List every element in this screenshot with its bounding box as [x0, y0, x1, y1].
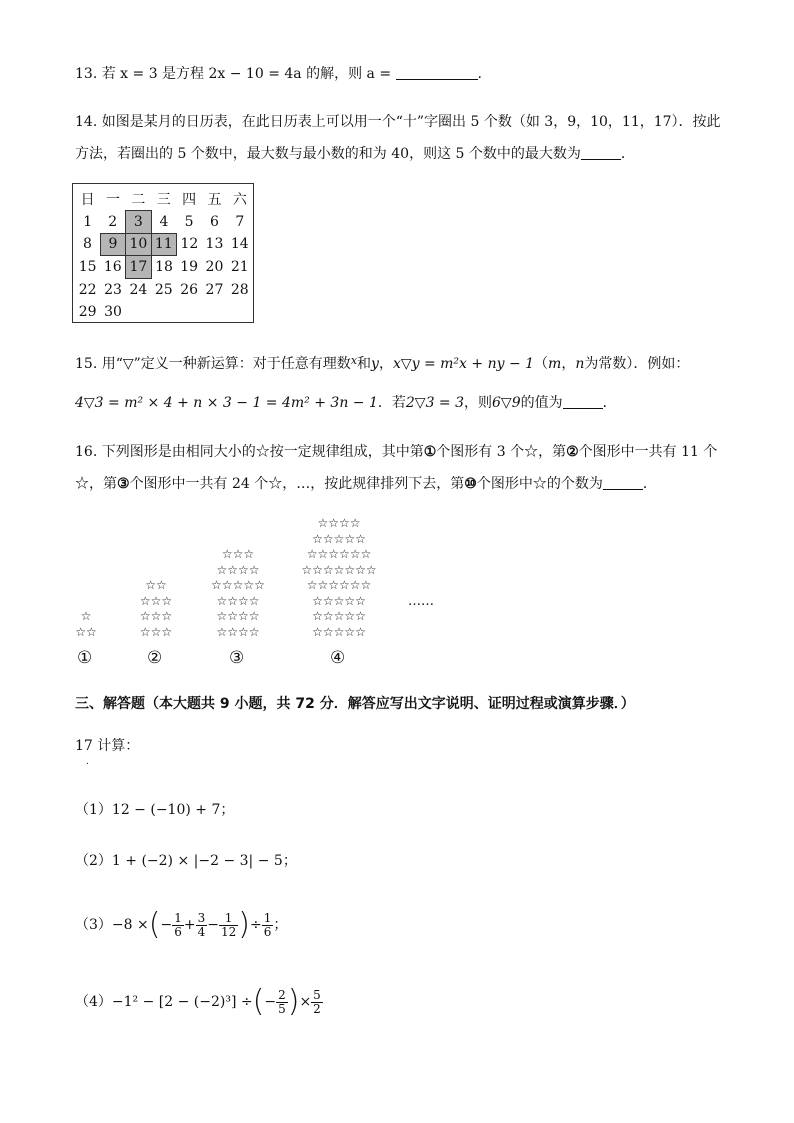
calendar-day: 16 [103, 259, 122, 276]
star-row: ☆☆☆ [221, 547, 255, 561]
question-14-line1: 14. 如图是某月的日历表，在此日历表上可以用一个“十”字圈出 5 个数（如 3，9，10，11，17）．按此 [75, 114, 721, 130]
answer-blank [563, 394, 603, 409]
calendar-day: 20 [205, 259, 224, 276]
calendar-week-row [75, 233, 253, 256]
calendar-day: 22 [78, 281, 97, 298]
question-16-line2: ☆，第③个图形中一共有 24 个☆，…，按此规律排列下去，第⑩个图形中☆的个数为 ． [75, 476, 657, 492]
calendar-day: 30 [104, 304, 122, 321]
calendar-weekday: 六 [232, 192, 247, 209]
section-heading: 三、解答题（本大题共 9 小题，共 72 分．解答应写出文字说明、证明过程或演算步骤．） [75, 696, 635, 712]
calendar-weekday: 一 [106, 192, 120, 209]
calendar-day: 1 [83, 213, 93, 230]
calendar-day: 19 [180, 259, 199, 276]
star-row: ☆☆ [145, 578, 167, 592]
star-figure [284, 516, 394, 640]
ellipsis: …… [408, 594, 434, 609]
calendar-day: 13 [205, 236, 224, 253]
calendar-day: 14 [230, 236, 249, 253]
calendar-day: 10 [126, 233, 151, 256]
calendar-day [227, 301, 252, 324]
question-15-line1: 15. 用“▽”定义一种新运算：对于任意有理数$^x$和y，x▽y = m²x + ny − 1（m，n为常数）．例如： [75, 354, 690, 372]
calendar-day [126, 301, 151, 324]
star-row: ☆☆☆☆ [216, 593, 260, 608]
calendar-day [176, 301, 201, 324]
calendar-day: 27 [205, 281, 224, 298]
calendar-day: 28 [230, 281, 249, 298]
q17-part4: （4）−1² − [2 − (−2)³] ÷(− $\frac{2}{5}$ )× $\frac{5}{2}$ [75, 984, 321, 1019]
star-row: ☆ [80, 609, 92, 623]
calendar-day: 3 [126, 211, 151, 234]
star-row: ☆☆☆☆ [216, 624, 260, 639]
question-17-title: 17 计算： [75, 738, 140, 754]
calendar-day: 24 [129, 281, 148, 298]
calendar-weekday: 四 [182, 192, 197, 209]
calendar-day [151, 301, 176, 324]
calendar-day [202, 301, 227, 324]
calendar-day: 12 [180, 236, 199, 253]
calendar-week-row [75, 301, 253, 324]
star-row: ☆☆☆☆☆☆☆ [301, 562, 377, 577]
question-14-line2: 方法，若圈出的 5 个数中，最大数与最小数的和为 40，则这 5 个数中的最大数为 ． [75, 146, 635, 162]
calendar-day: 2 [108, 213, 118, 230]
calendar-week-row [75, 211, 253, 234]
q17-part2: （2）1 + (−2) × |−2 − 3| − 5； [75, 853, 297, 869]
figure-label: ③ [229, 648, 245, 668]
calendar-day: 6 [210, 213, 219, 230]
calendar-table [72, 183, 254, 323]
star-row: ☆☆☆☆☆ [312, 624, 366, 639]
calendar-weekday: 日 [80, 192, 95, 209]
calendar-day: 18 [155, 259, 173, 276]
calendar-day: 11 [151, 233, 176, 256]
figure-label: ④ [330, 648, 346, 668]
calendar-day: 7 [235, 213, 245, 230]
question-16-line1: 16. 下列图形是由相同大小的☆按一定规律组成，其中第①个图形有 3 个☆，第②个图形中一共有 11 个 [75, 444, 718, 460]
star-row: ☆☆☆☆☆ [211, 578, 265, 592]
star-row: ☆☆☆☆ [216, 562, 260, 577]
answer-blank [396, 65, 478, 80]
calendar-day: 29 [78, 304, 97, 321]
calendar-weekday: 五 [207, 192, 222, 209]
q17-part1: （1）12 − (−10) + 7； [75, 802, 235, 818]
answer-blank [581, 145, 621, 160]
question-13-text: 若 x = 3 是方程 2x − 10 = 4a 的解，则 a = [101, 66, 396, 82]
star-row: ☆☆☆☆☆ [312, 609, 366, 623]
figure-label: ① [77, 648, 93, 668]
star-row: ☆☆☆☆ [216, 609, 260, 623]
calendar-day: 9 [100, 233, 125, 256]
q17-part3: （3）−8 ×(− $\frac{1}{6}$ + $\frac{3}{4}$ − $\frac{1}{12}$ )÷ $\frac{1}{6}$ ； [75, 907, 288, 942]
star-row: ☆☆☆ [139, 593, 173, 608]
star-row: ☆☆☆ [139, 624, 173, 639]
calendar-day: 5 [184, 213, 194, 230]
calendar-week-row [75, 256, 253, 279]
star-row: ☆☆☆ [139, 609, 173, 623]
figure-label: ② [147, 648, 163, 668]
calendar-week-row [75, 278, 253, 301]
question-13: 13. 若 x = 3 是方程 2x − 10 = 4a 的解，则 a = . [75, 66, 482, 82]
star-row: ☆☆☆☆ [317, 516, 361, 530]
calendar-day: 23 [104, 281, 122, 298]
calendar-header-row [75, 188, 253, 211]
star-row: ☆☆ [75, 624, 97, 639]
calendar-day: 15 [78, 259, 97, 276]
calendar-weekday: 二 [131, 192, 146, 209]
star-row: ☆☆☆☆☆ [312, 531, 366, 546]
answer-blank [603, 475, 643, 490]
calendar-day: 4 [159, 213, 169, 230]
calendar-day: 17 [126, 256, 151, 279]
question-15-line2: 4▽3 = m² × 4 + n × 3 − 1 = 4m² + 3n − 1．若2▽3 = 3，则6▽9的值为 ． [75, 395, 617, 411]
calendar-day: 26 [180, 281, 199, 298]
calendar-weekday: 三 [156, 192, 171, 209]
calendar-day: 25 [154, 281, 173, 298]
star-row: ☆☆☆☆☆ [312, 593, 366, 608]
calendar-day: 8 [82, 236, 92, 253]
star-row: ☆☆☆☆☆☆ [306, 547, 372, 561]
calendar-day: 21 [230, 259, 249, 276]
stray-dot: . [86, 757, 89, 767]
star-row: ☆☆☆☆☆☆ [306, 578, 372, 592]
star-figure [183, 547, 293, 640]
